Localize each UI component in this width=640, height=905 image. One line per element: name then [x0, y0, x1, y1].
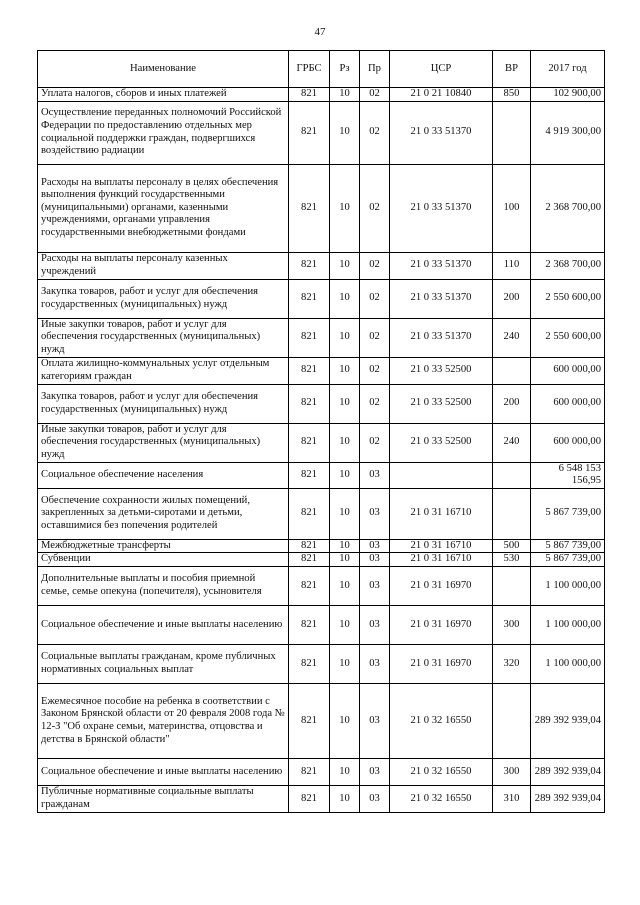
- cell-pr: 03: [360, 683, 390, 758]
- cell-grbs: 821: [289, 785, 330, 812]
- cell-rz: 10: [330, 488, 360, 539]
- page-number: 47: [314, 26, 326, 38]
- cell-rz: 10: [330, 318, 360, 357]
- cell-vr: 100: [493, 164, 531, 252]
- cell-pr: 03: [360, 488, 390, 539]
- cell-csr: 21 0 31 16710: [390, 539, 493, 553]
- cell-rz: 10: [330, 566, 360, 605]
- cell-pr: 03: [360, 553, 390, 567]
- header-grbs: ГРБС: [289, 51, 330, 88]
- cell-grbs: 821: [289, 605, 330, 644]
- cell-vr: 240: [493, 423, 531, 462]
- cell-amount: 1 100 000,00: [531, 605, 605, 644]
- cell-vr: [493, 462, 531, 488]
- table-row: [38, 644, 605, 683]
- header-rz: Рз: [330, 51, 360, 88]
- cell-pr: 03: [360, 605, 390, 644]
- cell-rz: 10: [330, 553, 360, 567]
- cell-pr: 02: [360, 318, 390, 357]
- cell-vr: [493, 683, 531, 758]
- cell-vr: [493, 357, 531, 384]
- cell-vr: 310: [493, 785, 531, 812]
- table-row: [38, 488, 605, 539]
- header-csr: ЦСР: [390, 51, 493, 88]
- cell-grbs: 821: [289, 423, 330, 462]
- cell-rz: 10: [330, 101, 360, 164]
- cell-csr: 21 0 33 52500: [390, 357, 493, 384]
- cell-name: Ежемесячное пособие на ребенка в соответствии с Законом Брянской области от 20 февраля 2008 года № 12-З "Об охране семьи, материнства, отцовства и детства в Брянской области": [38, 683, 289, 758]
- cell-rz: 10: [330, 279, 360, 318]
- cell-rz: 10: [330, 785, 360, 812]
- cell-amount: 2 368 700,00: [531, 164, 605, 252]
- cell-csr: 21 0 31 16710: [390, 553, 493, 567]
- cell-name: Социальное обеспечение населения: [38, 462, 289, 488]
- cell-csr: 21 0 31 16970: [390, 644, 493, 683]
- cell-vr: 200: [493, 279, 531, 318]
- cell-csr: 21 0 31 16970: [390, 605, 493, 644]
- cell-grbs: 821: [289, 279, 330, 318]
- table-row: [38, 423, 605, 462]
- table-row: [38, 384, 605, 423]
- table-row: [38, 279, 605, 318]
- cell-vr: 300: [493, 758, 531, 785]
- cell-vr: 110: [493, 252, 531, 279]
- cell-amount: 6 548 153 156,95: [531, 462, 605, 488]
- cell-name: Иные закупки товаров, работ и услуг для обеспечения государственных (муниципальных) нужд: [38, 423, 289, 462]
- cell-grbs: 821: [289, 462, 330, 488]
- cell-amount: 600 000,00: [531, 384, 605, 423]
- cell-csr: 21 0 33 51370: [390, 252, 493, 279]
- cell-name: Публичные нормативные социальные выплаты гражданам: [38, 785, 289, 812]
- cell-vr: 850: [493, 88, 531, 102]
- table-row: [38, 101, 605, 164]
- table-row: [38, 785, 605, 812]
- header-vr: ВР: [493, 51, 531, 88]
- cell-rz: 10: [330, 644, 360, 683]
- cell-grbs: 821: [289, 88, 330, 102]
- cell-amount: 2 550 600,00: [531, 318, 605, 357]
- cell-grbs: 821: [289, 101, 330, 164]
- cell-vr: [493, 101, 531, 164]
- cell-csr: 21 0 32 16550: [390, 683, 493, 758]
- cell-vr: [493, 566, 531, 605]
- budget-table: [37, 50, 605, 813]
- cell-vr: 300: [493, 605, 531, 644]
- header-year: 2017 год: [531, 51, 605, 88]
- cell-rz: 10: [330, 423, 360, 462]
- cell-grbs: 821: [289, 758, 330, 785]
- cell-rz: 10: [330, 539, 360, 553]
- cell-name: Оплата жилищно-коммунальных услуг отдельным категориям граждан: [38, 357, 289, 384]
- cell-pr: 02: [360, 357, 390, 384]
- cell-name: Социальные выплаты гражданам, кроме публичных нормативных социальных выплат: [38, 644, 289, 683]
- cell-amount: 1 100 000,00: [531, 566, 605, 605]
- cell-pr: 03: [360, 758, 390, 785]
- cell-grbs: 821: [289, 539, 330, 553]
- cell-csr: 21 0 32 16550: [390, 785, 493, 812]
- cell-name: Расходы на выплаты персоналу в целях обеспечения выполнения функций государственными (муниципальными) органами, казенными учреждениями, органами управления государственными внебюджетными фондами: [38, 164, 289, 252]
- cell-csr: 21 0 31 16970: [390, 566, 493, 605]
- cell-pr: 02: [360, 279, 390, 318]
- cell-rz: 10: [330, 758, 360, 785]
- table-row: [38, 539, 605, 553]
- cell-amount: 289 392 939,04: [531, 758, 605, 785]
- cell-pr: 03: [360, 566, 390, 605]
- cell-csr: 21 0 33 52500: [390, 384, 493, 423]
- table-row: [38, 683, 605, 758]
- cell-grbs: 821: [289, 566, 330, 605]
- cell-amount: 5 867 739,00: [531, 488, 605, 539]
- cell-rz: 10: [330, 462, 360, 488]
- cell-vr: 530: [493, 553, 531, 567]
- cell-csr: 21 0 31 16710: [390, 488, 493, 539]
- cell-amount: 5 867 739,00: [531, 553, 605, 567]
- cell-name: Социальное обеспечение и иные выплаты населению: [38, 758, 289, 785]
- cell-rz: 10: [330, 683, 360, 758]
- table-row: [38, 357, 605, 384]
- cell-name: Расходы на выплаты персоналу казенных учреждений: [38, 252, 289, 279]
- cell-vr: 240: [493, 318, 531, 357]
- cell-rz: 10: [330, 357, 360, 384]
- table-row: [38, 88, 605, 102]
- cell-csr: 21 0 33 51370: [390, 318, 493, 357]
- cell-name: Закупка товаров, работ и услуг для обеспечения государственных (муниципальных) нужд: [38, 279, 289, 318]
- cell-name: Социальное обеспечение и иные выплаты населению: [38, 605, 289, 644]
- cell-csr: 21 0 21 10840: [390, 88, 493, 102]
- cell-csr: 21 0 33 52500: [390, 423, 493, 462]
- cell-amount: 2 368 700,00: [531, 252, 605, 279]
- table-row: [38, 462, 605, 488]
- cell-pr: 02: [360, 88, 390, 102]
- cell-amount: 600 000,00: [531, 423, 605, 462]
- cell-csr: 21 0 33 51370: [390, 101, 493, 164]
- cell-amount: 600 000,00: [531, 357, 605, 384]
- header-name: Наименование: [38, 51, 289, 88]
- cell-name: Обеспечение сохранности жилых помещений, закрепленных за детьми-сиротами и детьми, оставшимися без попечения родителей: [38, 488, 289, 539]
- cell-grbs: 821: [289, 318, 330, 357]
- table-row: [38, 164, 605, 252]
- cell-pr: 02: [360, 164, 390, 252]
- cell-rz: 10: [330, 164, 360, 252]
- cell-pr: 03: [360, 462, 390, 488]
- cell-name: Закупка товаров, работ и услуг для обеспечения государственных (муниципальных) нужд: [38, 384, 289, 423]
- cell-amount: 289 392 939,04: [531, 683, 605, 758]
- cell-rz: 10: [330, 605, 360, 644]
- table-row: [38, 758, 605, 785]
- cell-name: Дополнительные выплаты и пособия приемной семье, семье опекуна (попечителя), усыновителя: [38, 566, 289, 605]
- cell-csr: 21 0 33 51370: [390, 164, 493, 252]
- table-row: [38, 553, 605, 567]
- cell-name: Межбюджетные трансферты: [38, 539, 289, 553]
- cell-csr: 21 0 32 16550: [390, 758, 493, 785]
- cell-amount: 4 919 300,00: [531, 101, 605, 164]
- cell-amount: 2 550 600,00: [531, 279, 605, 318]
- table-row: [38, 605, 605, 644]
- cell-pr: 02: [360, 101, 390, 164]
- cell-pr: 03: [360, 539, 390, 553]
- cell-grbs: 821: [289, 553, 330, 567]
- cell-amount: 289 392 939,04: [531, 785, 605, 812]
- cell-pr: 03: [360, 644, 390, 683]
- cell-name: Иные закупки товаров, работ и услуг для обеспечения государственных (муниципальных) нужд: [38, 318, 289, 357]
- table-row: [38, 566, 605, 605]
- cell-vr: 500: [493, 539, 531, 553]
- table-row: [38, 252, 605, 279]
- header-pr: Пр: [360, 51, 390, 88]
- cell-pr: 03: [360, 785, 390, 812]
- cell-name: Субвенции: [38, 553, 289, 567]
- cell-grbs: 821: [289, 384, 330, 423]
- cell-vr: 200: [493, 384, 531, 423]
- cell-grbs: 821: [289, 683, 330, 758]
- cell-grbs: 821: [289, 252, 330, 279]
- cell-rz: 10: [330, 384, 360, 423]
- cell-amount: 1 100 000,00: [531, 644, 605, 683]
- cell-pr: 02: [360, 384, 390, 423]
- cell-name: Уплата налогов, сборов и иных платежей: [38, 88, 289, 102]
- cell-vr: [493, 488, 531, 539]
- header-row: [38, 51, 605, 88]
- cell-vr: 320: [493, 644, 531, 683]
- cell-rz: 10: [330, 88, 360, 102]
- table-row: [38, 318, 605, 357]
- cell-csr: [390, 462, 493, 488]
- cell-amount: 5 867 739,00: [531, 539, 605, 553]
- cell-grbs: 821: [289, 357, 330, 384]
- cell-pr: 02: [360, 252, 390, 279]
- table-body: [38, 88, 605, 813]
- cell-grbs: 821: [289, 488, 330, 539]
- cell-csr: 21 0 33 51370: [390, 279, 493, 318]
- cell-grbs: 821: [289, 164, 330, 252]
- cell-name: Осуществление переданных полномочий Российской Федерации по предоставлению отдельных мер социальной поддержки граждан, подвергшихся воздействию радиации: [38, 101, 289, 164]
- cell-pr: 02: [360, 423, 390, 462]
- cell-amount: 102 900,00: [531, 88, 605, 102]
- cell-grbs: 821: [289, 644, 330, 683]
- cell-rz: 10: [330, 252, 360, 279]
